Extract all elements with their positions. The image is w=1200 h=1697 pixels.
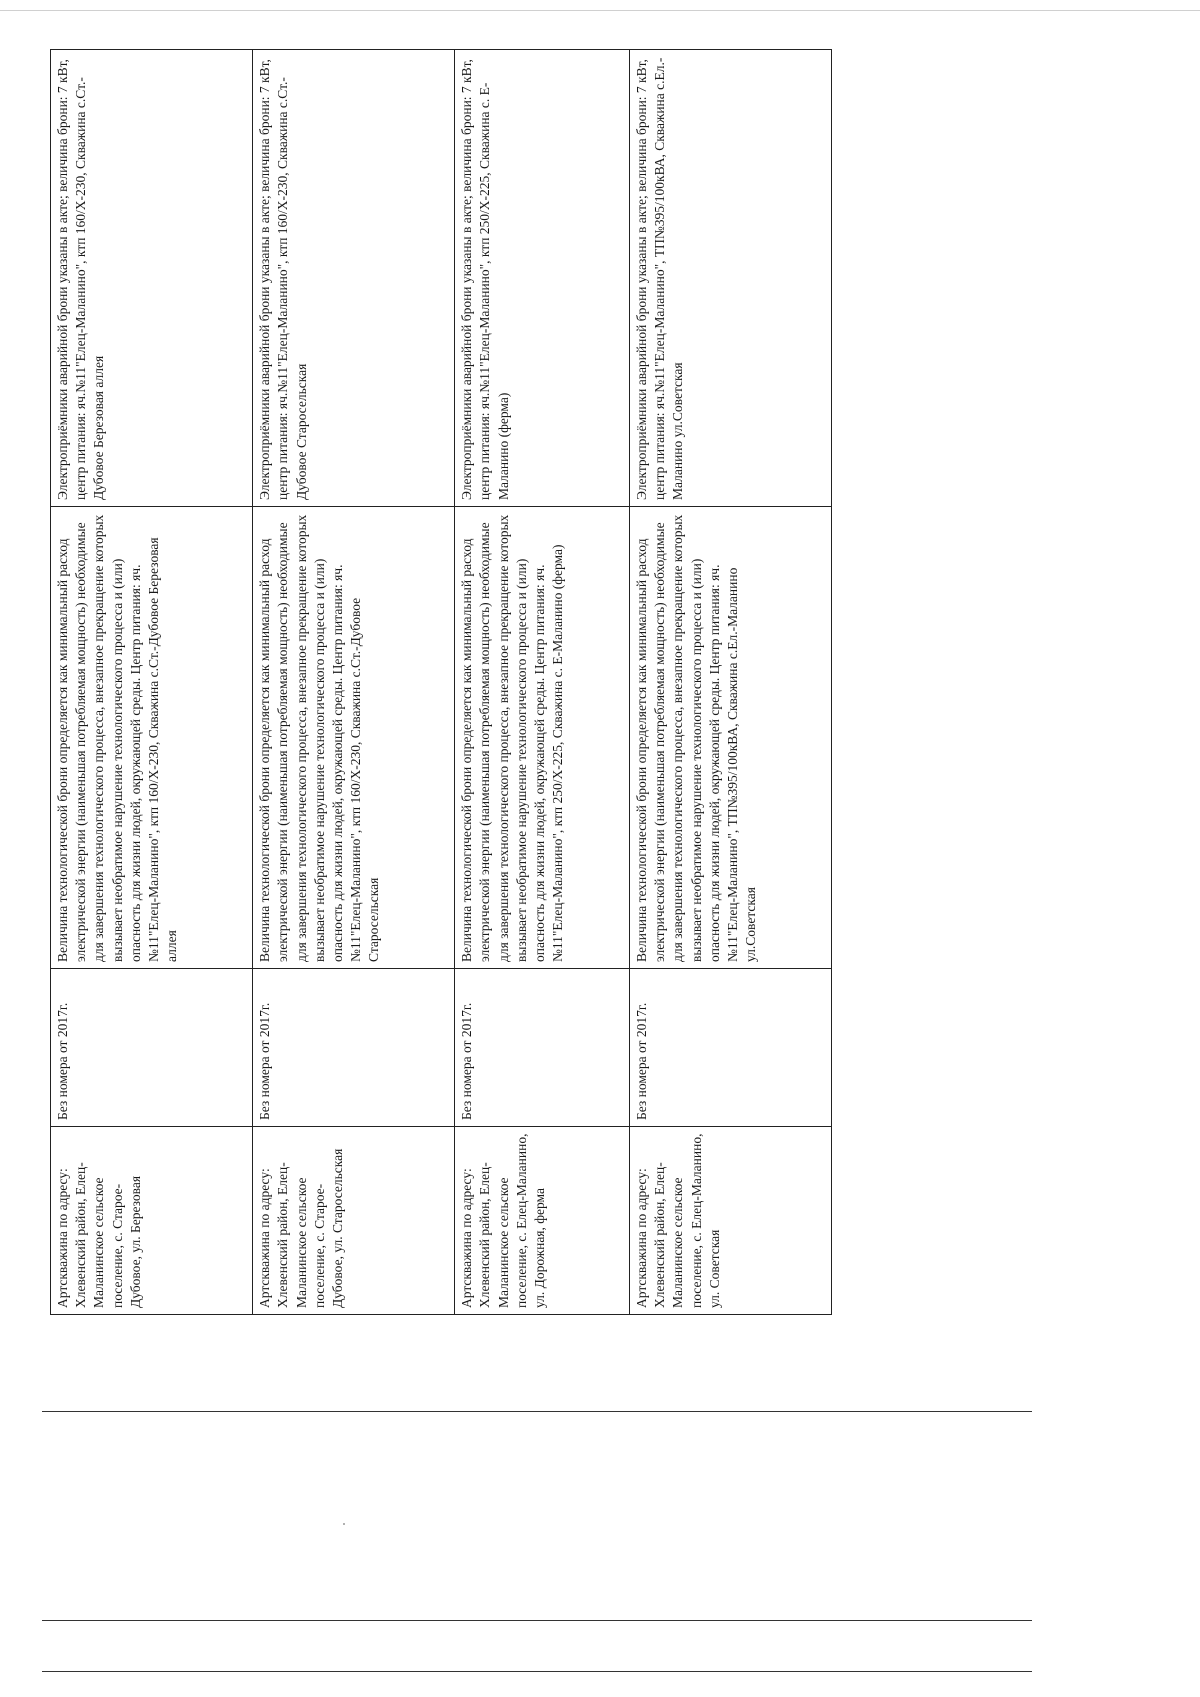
rotated-table-wrapper: [50, 50, 832, 1315]
divider-line: [42, 1620, 1032, 1621]
table-row: [455, 50, 630, 1315]
act-number-cell: Без номера от 2017г.: [253, 969, 455, 1127]
table-row: [51, 50, 253, 1315]
technological-reserve-cell: Величина технологической брони определяется как минимальный расход электрической энергии (наименьшая потребляемая мощность) необходимые для завершения технологического процесса, внезапное прекращение которых вызывает необратимое нарушение технологического процесса и (или) опасность для жизни людей, окружающей среды. Центр питания: яч.№11"Елец-Маланино", ктп 160/Х-230, Скважина с.Ст.-Дубовое Старосельская: [253, 507, 455, 969]
reservation-acts-table: [50, 49, 832, 1315]
emergency-reserve-cell: Электроприёмники аварийной брони указаны в акте; величина брони: 7 кВт, центр питания: яч.№11"Елец-Маланино", ктп 160/Х-230, Скважина с.Ст.-Дубовое Березовая аллея: [51, 50, 253, 507]
act-number-cell: Без номера от 2017г.: [455, 969, 630, 1127]
object-address-cell: Артскважина по адресу: Хлевенский район, Елец-Маланинское сельское поселение, с. Елец-Маланино, ул. Советская: [629, 1127, 831, 1315]
top-scan-edge: [0, 10, 1200, 11]
emergency-reserve-cell: Электроприёмники аварийной брони указаны в акте; величина брони: 7 кВт, центр питания: яч.№11"Елец-Маланино", ктп 160/Х-230, Скважина с.Ст.-Дубовое Старосельская: [253, 50, 455, 507]
object-address-cell: Артскважина по адресу: Хлевенский район, Елец-Маланинское сельское поселение, с. Старое-Дубовое, ул. Березовая: [51, 1127, 253, 1315]
table-row: [253, 50, 455, 1315]
act-number-cell: Без номера от 2017г.: [629, 969, 831, 1127]
divider-line: [42, 1671, 1032, 1672]
object-address-cell: Артскважина по адресу: Хлевенский район, Елец-Маланинское сельское поселение, с. Елец-Маланино, ул. Дорожная, ферма: [455, 1127, 630, 1315]
act-number-cell: Без номера от 2017г.: [51, 969, 253, 1127]
divider-line: [42, 1411, 1032, 1412]
object-address-cell: Артскважина по адресу: Хлевенский район, Елец-Маланинское сельское поселение, с. Старое-Дубовое, ул. Старосельская: [253, 1127, 455, 1315]
scan-speck: [343, 1523, 345, 1525]
technological-reserve-cell: Величина технологической брони определяется как минимальный расход электрической энергии (наименьшая потребляемая мощность) необходимые для завершения технологического процесса, внезапное прекращение которых вызывает необратимое нарушение технологического процесса и (или) опасность для жизни людей, окружающей среды. Центр питания: яч.№11"Елец-Маланино", ТП№395/100кВА, Скважина с.Ел.-Маланино ул.Советская: [629, 507, 831, 969]
table-row: [629, 50, 831, 1315]
technological-reserve-cell: Величина технологической брони определяется как минимальный расход электрической энергии (наименьшая потребляемая мощность) необходимые для завершения технологического процесса, внезапное прекращение которых вызывает необратимое нарушение технологического процесса и (или) опасность для жизни людей, окружающей среды. Центр питания: яч.№11"Елец-Маланино", ктп 160/Х-230, Скважина с.Ст.-Дубовое Березовая аллея: [51, 507, 253, 969]
emergency-reserve-cell: Электроприёмники аварийной брони указаны в акте; величина брони: 7 кВт, центр питания: яч.№11"Елец-Маланино", ТП№395/100кВА, Скважина с.Ел.-Маланино ул.Советская: [629, 50, 831, 507]
emergency-reserve-cell: Электроприёмники аварийной брони указаны в акте; величина брони: 7 кВт, центр питания: яч.№11"Елец-Маланино", ктп 250/Х-225, Скважина с. Е-Маланино (ферма): [455, 50, 630, 507]
technological-reserve-cell: Величина технологической брони определяется как минимальный расход электрической энергии (наименьшая потребляемая мощность) необходимые для завершения технологического процесса, внезапное прекращение которых вызывает необратимое нарушение технологического процесса и (или) опасность для жизни людей, окружающей среды. Центр питания: яч.№11"Елец-Маланино", ктп 250/Х-225, Скважина с. Е-Маланино (ферма): [455, 507, 630, 969]
